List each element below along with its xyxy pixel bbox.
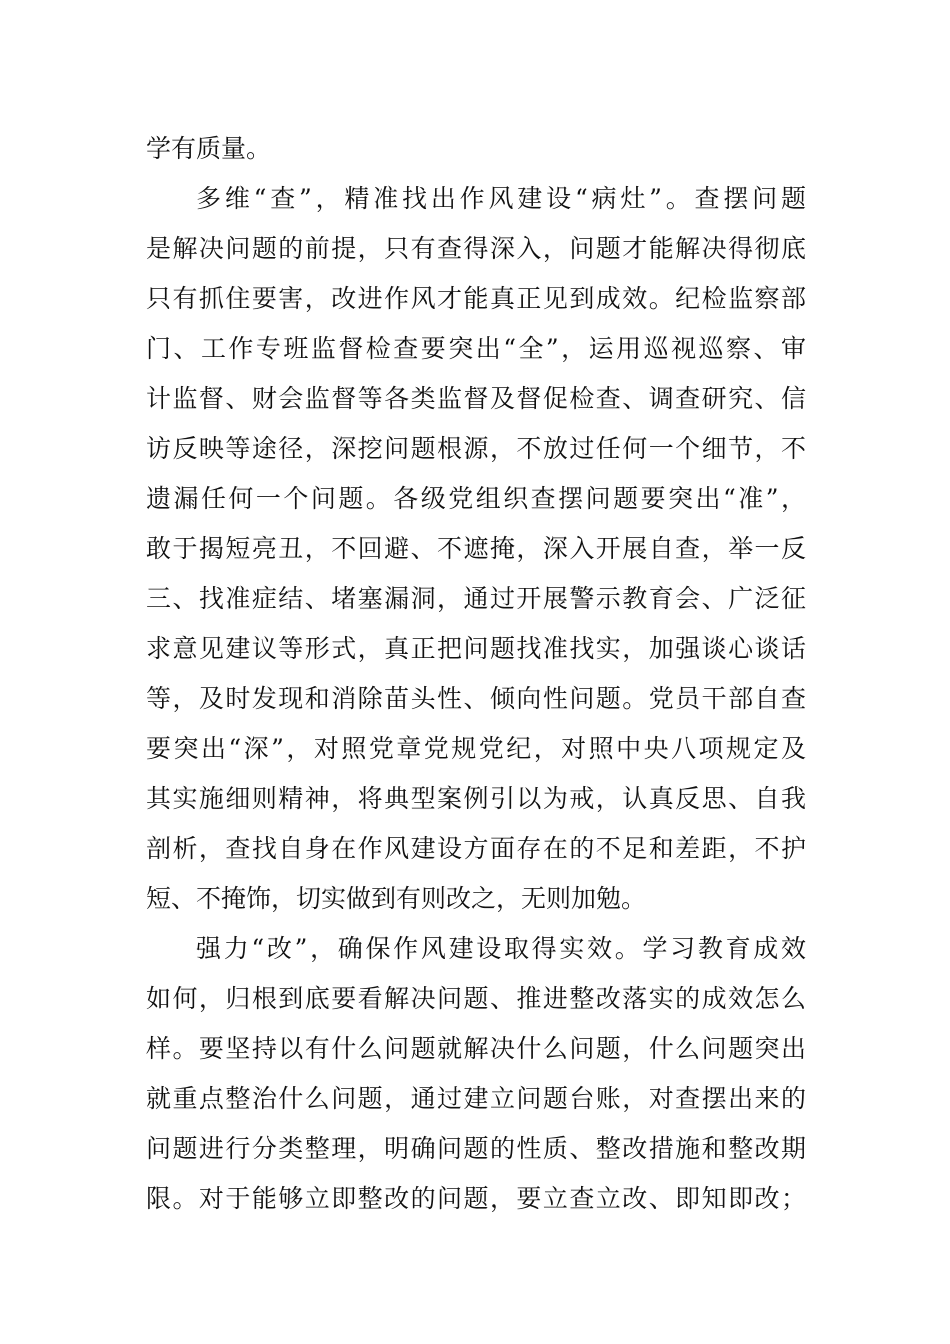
text-line: 剖析，查找自身在作风建设方面存在的不足和差距，不护 [146,834,806,863]
text-line: 其实施细则精神，将典型案例引以为戒，认真反思、自我 [146,784,806,813]
text-line: 问题进行分类整理，明确问题的性质、整改措施和整改期 [146,1134,806,1163]
text-line: 敢于揭短亮丑，不回避、不遮掩，深入开展自查，举一反 [146,534,806,563]
text-line: 计监督、财会监督等各类监督及督促检查、调查研究、信 [146,384,806,413]
text-line: 是解决问题的前提，只有查得深入，问题才能解决得彻底 [146,234,806,263]
text-line: 学有质量。 [146,134,272,163]
text-line: 门、工作专班监督检查要突出“全”，运用巡视巡察、审 [146,334,806,363]
text-line: 只有抓住要害，改进作风才能真正见到成效。纪检监察部 [146,284,806,313]
text-line: 短、不掩饰，切实做到有则改之，无则加勉。 [146,884,647,913]
text-line: 就重点整治什么问题，通过建立问题台账，对查摆出来的 [146,1084,806,1113]
text-line: 求意见建议等形式，真正把问题找准找实，加强谈心谈话 [146,634,806,663]
text-line: 等，及时发现和消除苗头性、倾向性问题。党员干部自查 [146,684,806,713]
paragraph-first-line: 强力“改”，确保作风建设取得实效。学习教育成效 [196,934,806,963]
text-line: 限。对于能够立即整改的问题，要立查立改、即知即改； [146,1184,806,1213]
paragraph-first-line: 多维“查”，精准找出作风建设“病灶”。查摆问题 [196,184,806,213]
text-line: 访反映等途径，深挖问题根源，不放过任何一个细节，不 [146,434,806,463]
text-line: 样。要坚持以有什么问题就解决什么问题，什么问题突出 [146,1034,806,1063]
text-line: 三、找准症结、堵塞漏洞，通过开展警示教育会、广泛征 [146,584,806,613]
text-line: 要突出“深”，对照党章党规党纪，对照中央八项规定及 [146,734,806,763]
text-line: 如何，归根到底要看解决问题、推进整改落实的成效怎么 [146,984,806,1013]
text-line: 遗漏任何一个问题。各级党组织查摆问题要突出“准”， [146,484,806,513]
